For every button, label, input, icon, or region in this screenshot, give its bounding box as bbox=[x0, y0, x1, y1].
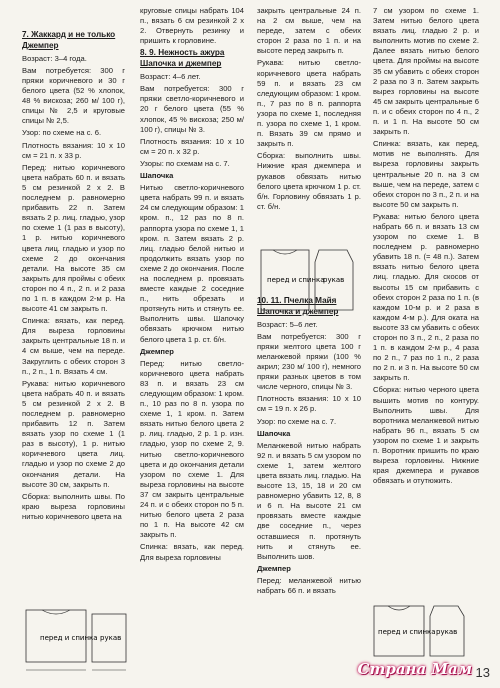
column-2 bbox=[140, 6, 244, 656]
schema-label-front: перед и спинка bbox=[267, 276, 325, 284]
back-text: Спинка: вязать, как перед. Для выреза горловины bbox=[140, 542, 244, 562]
column-4 bbox=[373, 6, 479, 656]
schema-label-sleeve: рукав bbox=[323, 276, 345, 284]
schema-label-front: перед и спинка bbox=[378, 628, 436, 636]
schematic-1 bbox=[22, 600, 132, 678]
sleeves-text: Рукава: нитью коричневого цвета набрать 40 п. и вязать 5 см резинкой 2 х 2. В последнем р. равномерно прибавить 12 п. Затем вязать узор по схеме 1 (1 раз в высоту), 1 р. нитью коричневого цвета лиц. гладью и узор по схеме 2 до окончания детали. На высоте 30 см, закрыть п. bbox=[22, 378, 125, 489]
jumper-heading: Джемпер bbox=[140, 346, 174, 356]
front-text: Перед: нитью коричневого цвета набрать 60 п. и вязать 5 см резинкой 2 х 2. В последнем р. равномерно прибавить 22 п. Затем вязать 2 р. лиц. гладью, узор по схеме 1 (1 раз в высоту), 1 р. нитью коричневого цвета лиц. гладью и узор по схеме 2 до окончания детали. На высоте 35 см закрыть для проймы с обеих сторон по 4 п., 2 п. и 2 раза по 1 п. в каждом 2-м р. На высоте 41 см закрыть п. bbox=[22, 162, 125, 314]
continuation-text: закрыть центральные 24 п. на 2 см выше, чем на переде, затем с обеих сторон 2 раза по 1 п. и на высоте перед закрыть п. bbox=[257, 6, 361, 56]
schema-label-front: перед и спинка bbox=[40, 634, 98, 642]
section-title-8-9: 8. 9. Нежность ажура Шапочка и джемпер bbox=[140, 48, 225, 69]
sleeves-text: Рукава: нитью светло-коричневого цвета набрать 59 п. и вязать 23 см следующим образом: 1 кром. п., 7 раз по 8 п. раппорта узора по схеме 1, последняя п. узора по схеме 1, 1 кром. п. Вязать 39 см прямо и закрыть п. bbox=[257, 58, 361, 149]
jumper-text: Перед: нитью светло-коричневого цвета набрать 83 п. и вязать 23 см следующим образом: 1 кром. п., 10 раз по 8 п. узора по схеме 1, 1 кром. п. Затем вязать нитью белого цвета 2 р. лиц. гладью, 2 р. 1 р. изн. гладью, узор по схеме 2, 9. нитью светло-коричневого цвета и до окончания детали узором по схеме 1. Для выреза горловины на высоте 37 см закрыть центральные 24 п. и с обеих сторон по 5 п. нитью белого цвета 2 раза по 1 п. На высоте 42 см закрыть п. bbox=[140, 358, 244, 540]
schema-label-sleeve: рукав bbox=[436, 628, 458, 636]
sleeves-text: Рукава: нитью белого цвета набрать 66 п. и вязать 13 см узором по схеме 1. В последнем р. равномерно убавить 18 п. (= 48 п.). Затем вязать нитью белого цвета лиц. гладью. Для скосов от высоты 15 см прибавить с обеих сторон 2 раза по 1 п. (в каждом 10-м р. и 2 раза в каждом 4-м р.). Для оката на высоте 33 см убавить с обеих сторон по 3 п., 2 п., 2 раза по 1 п. в каждом 2-м р., 4 раза по 2 п., 7 раз по 1 п., 2 раза по 2 п. и 3 п. На высоте 50 см закрыть п. bbox=[373, 211, 479, 383]
schema-label-sleeve: рукав bbox=[100, 634, 122, 642]
assembly-text: Сборка: нитью черного цвета вышить мотив по контуру. Выполнить швы. Для воротника меланжевой нитью набрать 96 п., вязать 5 см узором по схеме 1 и закрыть п. Воротник пришить по краю выреза горловины. Нижние края джемпера и рукавов обвязать и отутюжить. bbox=[373, 385, 479, 486]
jumper-text: Перед: меланжевой нитью набрать 66 п. и вязать bbox=[257, 575, 361, 596]
assembly-text: Сборка: выполнить швы. Нижние края джемпера и рукавов обвязать нитью белого цвета крючком 1 р. ст. б/н. Горловину обвязать 1 р. ст. б/н. bbox=[257, 151, 361, 211]
hat-text: Меланжевой нитью набрать 92 п. и вязать 5 см узором по схеме 1, затем желтого цвета вязать лиц. гладью. На высоте 13, 15, 18 и 20 см равномерно убавить 12, 8, 8 и 6 п. На высоте 21 см провязать вместе каждые две соседние п., через оставшиеся п. протянуть нить и стянуть ее. Выполнить шов. bbox=[257, 440, 361, 561]
schematic-3 bbox=[370, 598, 470, 666]
age-text: Возраст: 4–6 лет. bbox=[140, 72, 201, 82]
pattern-text: Узор: по схеме на с. 7. bbox=[257, 416, 337, 426]
materials-text: Вам потребуется: 300 г пряжи коричневого и 30 г белого цвета (52 % хлопок, 48 % вискоза; 260 м/ 100 г), спицы № 2,5 и круговые спицы № 2,5. bbox=[22, 65, 125, 126]
column-1 bbox=[22, 30, 125, 680]
hat-text: Нитью светло-коричневого цвета набрать 99 п. и вязать 24 см следующим образом: 1 кром. п., 12 раз по 8 п. раппорта узора по схеме 1, 1 кром. п. Затем вязать 2 р. лиц. гладью белой нитью и продолжить вязать узор по схеме 2 до окончания. После на последнем р. провязать вместе каждые 2 соседние п., нить обрезать и протянуть нить и стянуть ее. Выполнить швы. Шапочку обвязать крючком нитью белого цвета 1 р. ст. б/н. bbox=[140, 183, 244, 344]
back-text: Спинка: вязать, как перед. Для выреза горловины закрыть центральные 18 п. и 4 см выше, чем на переде. Закруглить с обеих сторон 3 п., 2 п., 1 п. Вязать 4 см. bbox=[22, 316, 125, 376]
continuation-text: 7 см узором по схеме 1. Затем нитью белого цвета вязать лиц. гладью 2 р. и выполнить мотив по схеме 2. Далее вязать нитью белого цвета. Для проймы на высоте 35 см убавить с обеих сторон 2 раза по 3 п. Затем закрыть вырез горловины на высоте 45 см закрыть центральные 6 п. и с обеих сторон по 4 п., 2 п. и 1 п. На высоте 50 см закрыть п. bbox=[373, 6, 479, 137]
back-text: Спинка: вязать, как перед, мотив не выполнять. Для выреза горловины закрыть центральные 20 п. на 3 см выше, чем на переде, затем с обеих сторон по 3 п., 2 п. и на высоте 50 см закрыть п. bbox=[373, 139, 479, 209]
hat-heading: Шапочка bbox=[257, 428, 291, 438]
age-text: Возраст: 3–4 года. bbox=[22, 53, 87, 63]
page-number: 13 bbox=[475, 665, 490, 680]
pattern-text: Узор: по схеме на с. 6. bbox=[22, 128, 102, 138]
jumper-heading: Джемпер bbox=[257, 563, 291, 573]
assembly-text: Сборка: выполнить швы. По краю выреза горловины нитью коричневого цвета на bbox=[22, 491, 125, 521]
density-text: Плотность вязания: 10 х 10 см = 19 п. х 26 р. bbox=[257, 394, 361, 414]
materials-text: Вам потребуется: 300 г пряжи светло-коричневого и 20 г белого цвета (55 % хлопок, 45 % вискоза; 250 м/ 100 г), спицы № 3. bbox=[140, 84, 244, 134]
density-text: Плотность вязания: 10 х 10 см = 20 п. х 32 р. bbox=[140, 136, 244, 156]
hat-heading: Шапочка bbox=[140, 171, 174, 181]
watermark-logo: Страна Мам bbox=[357, 660, 472, 678]
section-title-7: 7. Жаккард и не только Джемпер bbox=[22, 30, 116, 50]
continuation-text: круговые спицы набрать 104 п., вязать 6 см резинкой 2 х 2. Отвернуть резинку и пришить к горловине. bbox=[140, 6, 244, 46]
age-text: Возраст: 5–6 лет. bbox=[257, 319, 318, 329]
density-text: Плотность вязания: 10 х 10 см = 21 п. х 33 р. bbox=[22, 140, 125, 160]
pattern-text: Узоры: по схемам на с. 7. bbox=[140, 158, 230, 168]
schematic-2 bbox=[257, 242, 361, 320]
column-3 bbox=[257, 6, 361, 656]
materials-text: Вам потребуется: 300 г пряжи желтого цвета 100 г меланжевой пряжи (100 % акрил; 230 м/ 100 г), немного пряжи разных цветов в том числе черного, спицы № 3. bbox=[257, 331, 361, 392]
section-title-10-11: 10. 11. Пчелка Майя Шапочка и джемпер bbox=[257, 295, 339, 316]
